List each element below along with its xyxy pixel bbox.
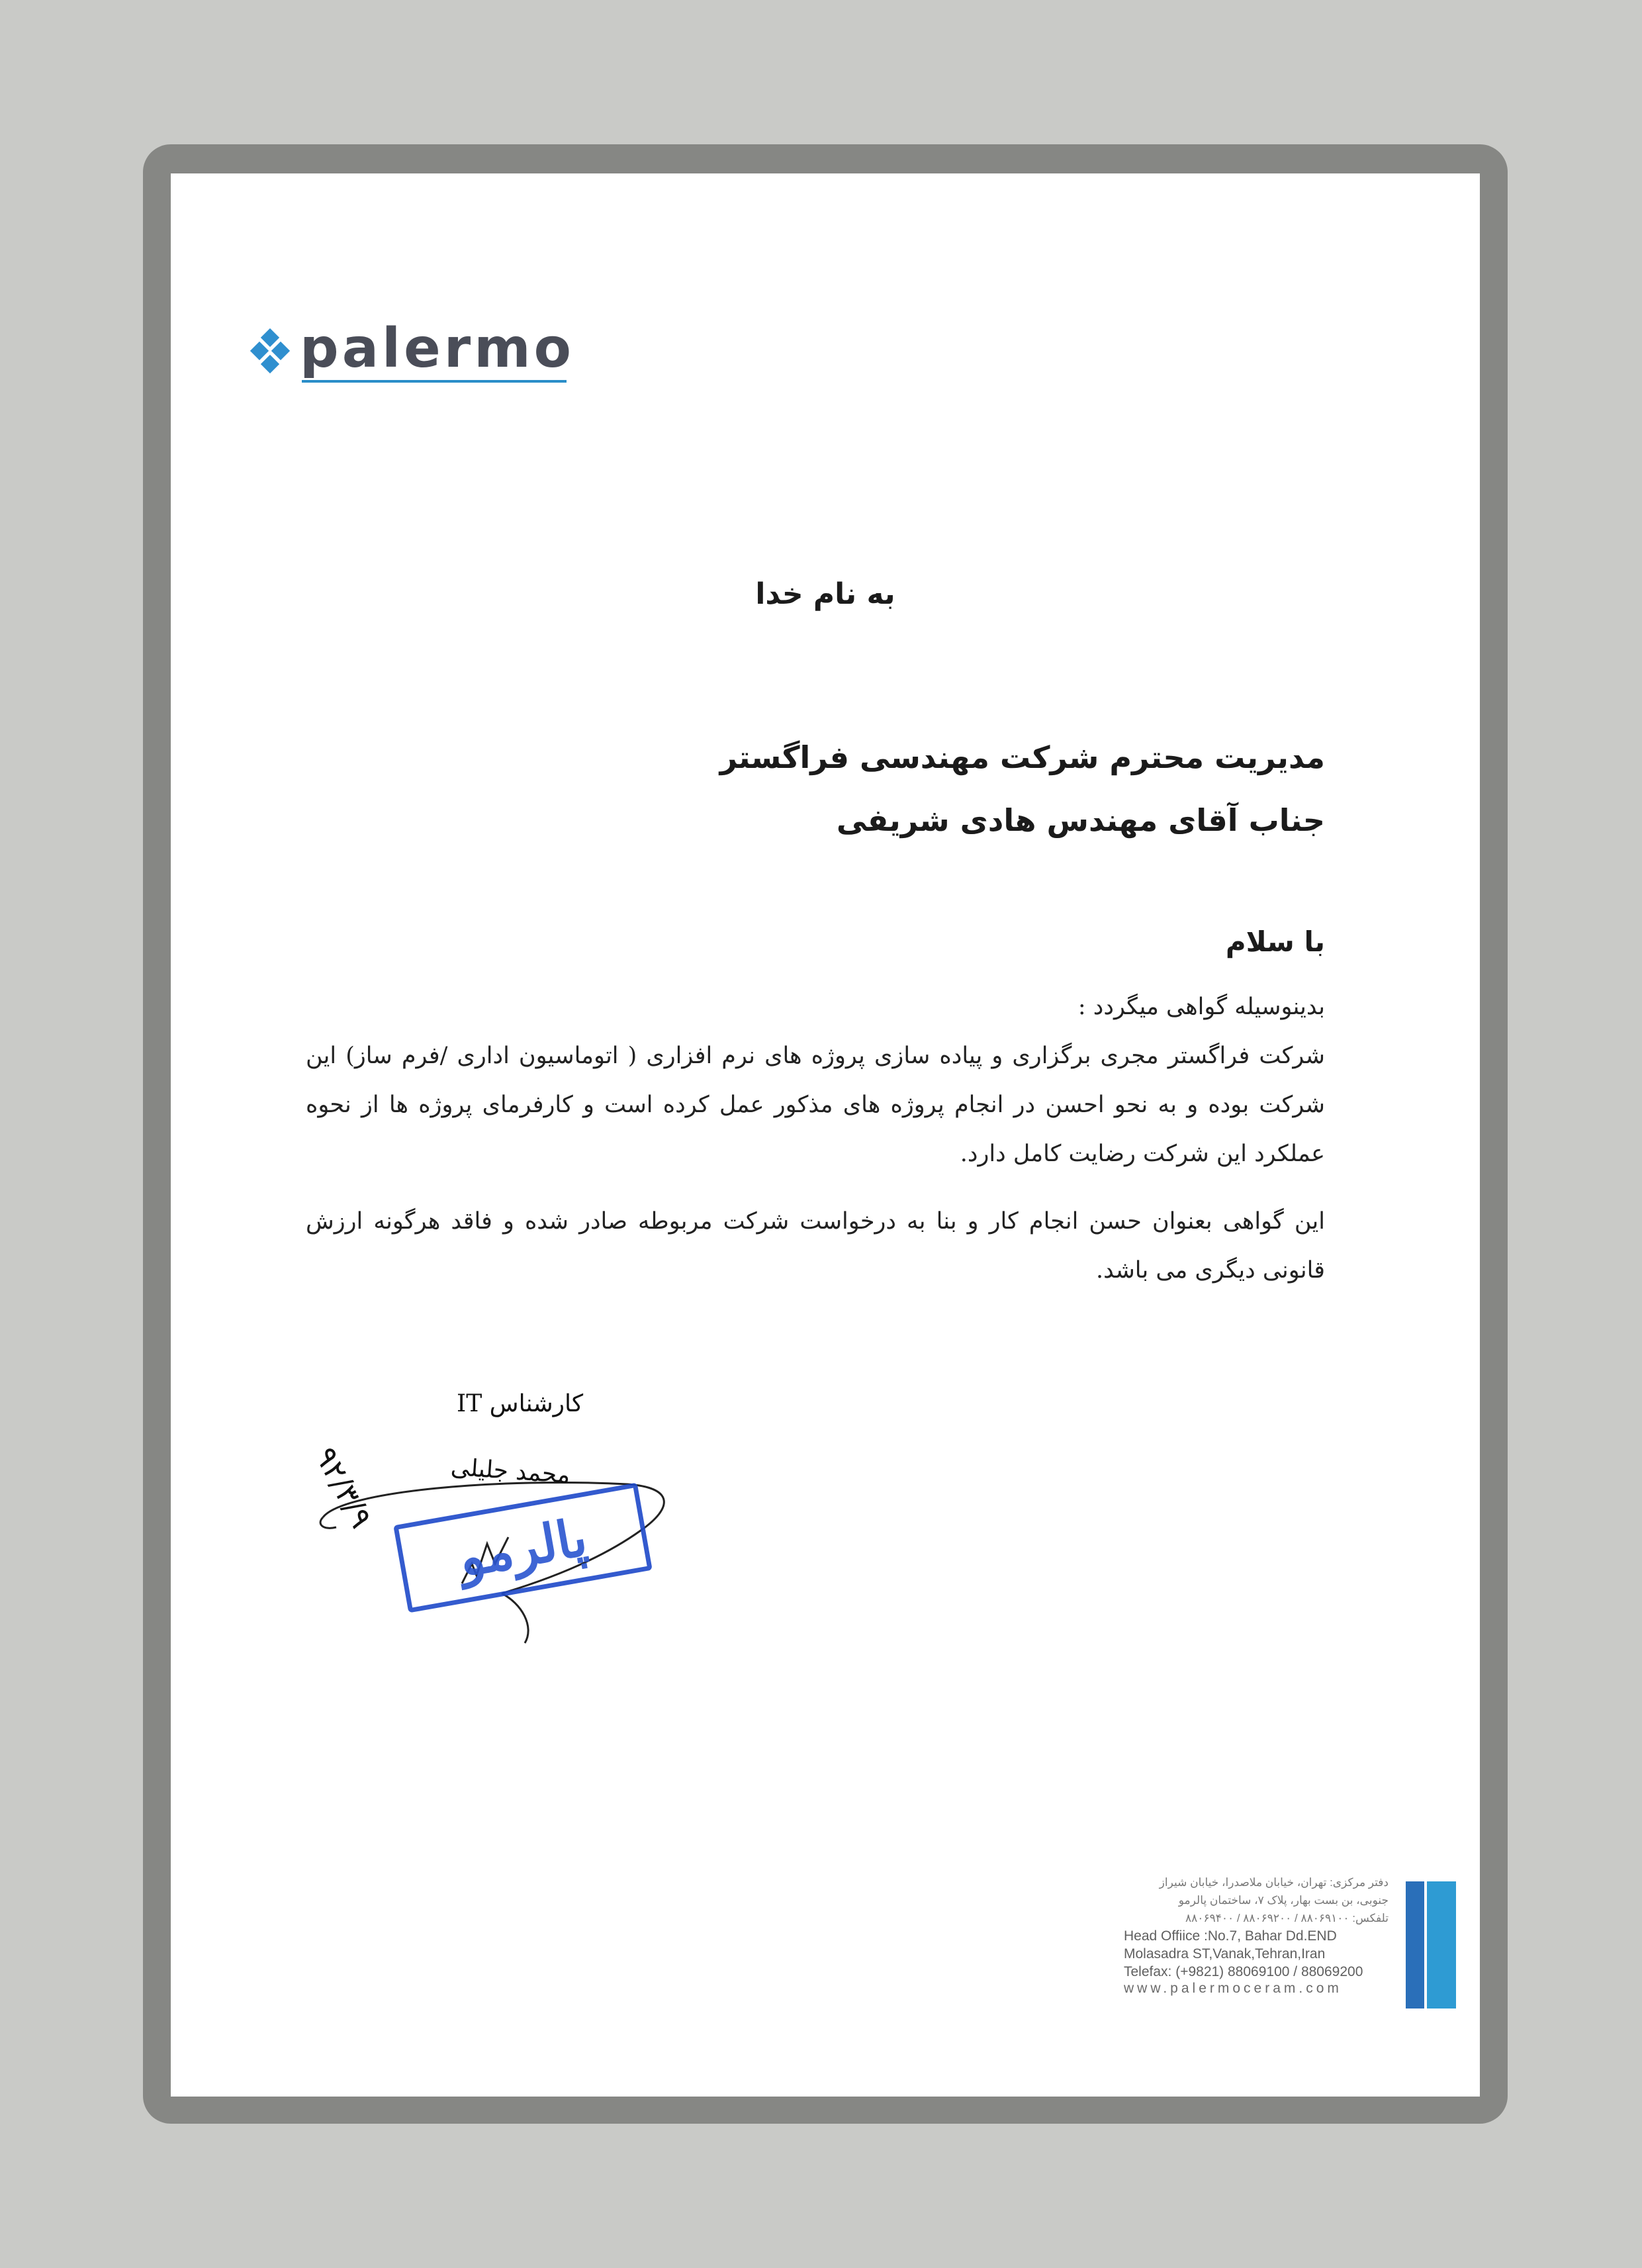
footer-fa-line-2: جنوبی، بن بست بهار، پلاک ۷، ساختمان پالرمو [1178, 1894, 1389, 1907]
footer-bar-light [1427, 1881, 1456, 2008]
footer-website: www.palermoceram.com [1124, 1981, 1342, 1996]
addressee-line-1: مدیریت محترم شرکت مهندسی فراگستر [719, 739, 1325, 775]
body-intro: بدینوسیله گواهی میگردد : [1077, 994, 1325, 1020]
greeting: با سلام [1225, 925, 1325, 958]
footer-address-1: Head Offiice :No.7, Bahar Dd.END [1124, 1928, 1337, 1944]
signer-name: محمد جلیلی [449, 1453, 571, 1489]
signer-role: کارشناس IT [457, 1390, 584, 1417]
letter-heading: به نام خدا [755, 577, 895, 611]
logo-wordmark: palermo [300, 317, 574, 380]
stamp-text: پالرمو [454, 1507, 592, 1589]
body-paragraph-2: این گواهی بعنوان حسن انجام کار و بنا به درخواست شرکت مربوطه صادر شده و فاقد هرگونه ارزش قانونی دیگری می باشد. [306, 1208, 1325, 1284]
footer-fa-line-1: دفتر مرکزی: تهران، خیابان ملاصدرا، خیابان شیراز [1159, 1876, 1389, 1889]
footer-fa-line-3: تلفکس: ۸۸۰۶۹۱۰۰ / ۸۸۰۶۹۲۰۰ / ۸۸۰۶۹۴۰۰ [1185, 1912, 1389, 1924]
body-paragraph-1: شرکت فراگستر مجری برگزاری و پیاده سازی پروژه های نرم افزاری ( اتوماسیون اداری /فرم ساز) این شرکت بوده و به نحو احسن در انجام پروژه های مذکور عمل کرده است و کارفرمای پروژه ها از نحوه عملکرد این شرکت رضایت کامل دارد. [306, 1043, 1325, 1167]
footer-address-2: Molasadra ST,Vanak,Tehran,Iran [1124, 1946, 1326, 1961]
signature-date: ۹۲/۳/۹ [308, 1441, 380, 1534]
letter-page [171, 173, 1480, 2097]
diamond-logo-icon [250, 324, 303, 384]
palermo-logo [250, 317, 581, 380]
footer-color-bars [1406, 1881, 1459, 2008]
logo-underline [302, 380, 567, 383]
footer-bar-dark [1406, 1881, 1424, 2008]
footer-telefax: Telefax: (+9821) 88069100 / 88069200 [1124, 1964, 1363, 1979]
letterhead-footer [1124, 1873, 1389, 1997]
addressee-line-2: جناب آقای مهندس هادی شریفی [836, 802, 1325, 838]
